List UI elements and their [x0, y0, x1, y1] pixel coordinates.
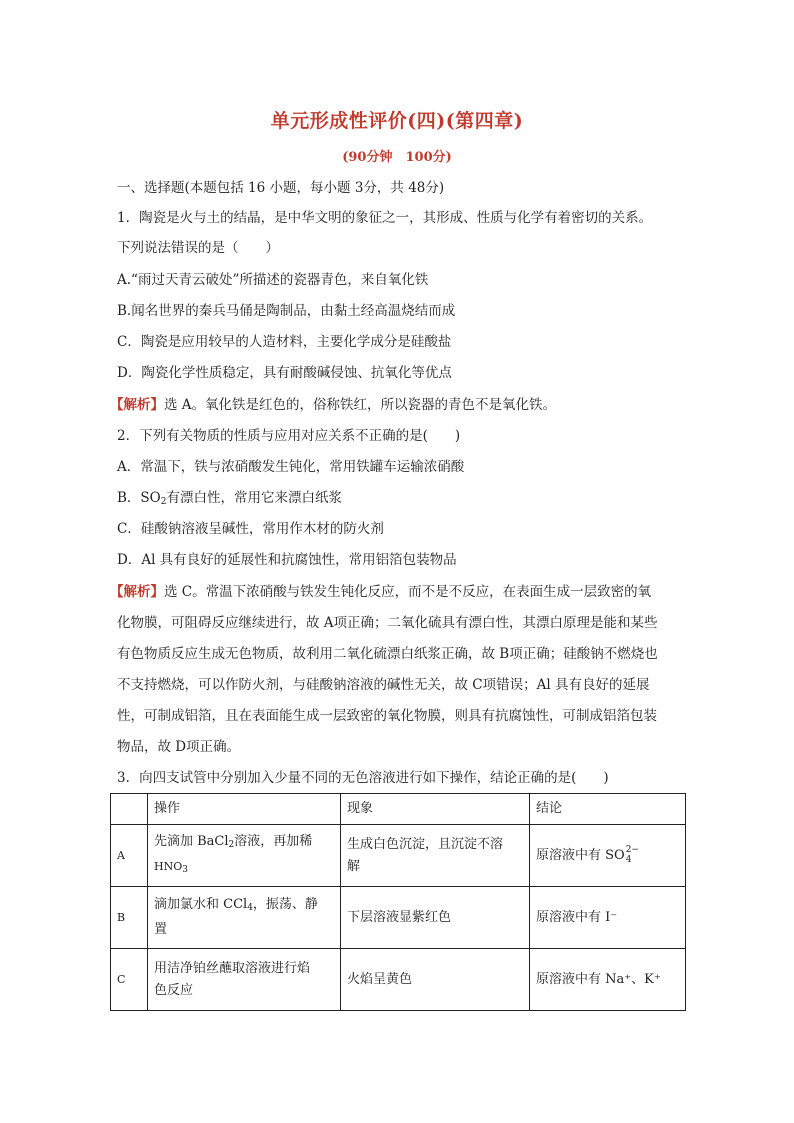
q2-analysis-line: 不支持燃烧，可以作防火剂，与硅酸钠溶液的碱性无关，故 C项错误；Al 具有良好的延展 — [117, 677, 650, 693]
operation-cell: 用洁净铂丝蘸取溶液进行焰 色反应 — [148, 949, 341, 1011]
q1-stem-line1: 1．陶瓷是火与土的结晶，是中华文明的象征之一，其形成、性质与化学有着密切的关系。 — [117, 210, 653, 226]
table-header-cell — [111, 794, 148, 825]
table-header-cell: 结论 — [530, 794, 686, 825]
page-title: 单元形成性评价(四)(第四章) — [270, 110, 524, 132]
table-row — [111, 887, 686, 949]
conclusion-cell: 原溶液中有 I⁻ — [530, 887, 686, 949]
q2-option-c: C．硅酸钠溶液呈碱性，常用作木材的防火剂 — [117, 521, 384, 537]
table-header-cell: 现象 — [341, 794, 530, 825]
section-heading: 一、选择题(本题包括 16 小题，每小题 3分，共 48分) — [117, 180, 445, 196]
table-row — [111, 825, 686, 887]
q1-option-a: A.“雨过天青云破处”所描述的瓷器青色，来自氧化铁 — [117, 272, 429, 288]
analysis-label: 【解析】 — [110, 584, 164, 600]
row-label: A — [111, 825, 148, 887]
operation-cell: 先滴加 BaCl$_2$溶液，再加稀 $HNO_3$ — [148, 825, 341, 887]
phenomenon-cell: 生成白色沉淀，且沉淀不溶 解 — [341, 825, 530, 887]
q2-option-b: B．$SO_2$有漂白性，常用它来漂白纸浆 — [117, 490, 342, 507]
page-subtitle: (90分钟 100分) — [342, 150, 452, 165]
table-header-cell: 操作 — [148, 794, 341, 825]
q2-analysis-line: 选 C。常温下浓硝酸与铁发生钝化反应，而不是不反应，在表面生成一层致密的氧 — [164, 584, 652, 600]
q1-option-c: C．陶瓷是应用较早的人造材料，主要化学成分是硅酸盐 — [117, 334, 452, 350]
q1-option-d: D．陶瓷化学性质稳定，具有耐酸碱侵蚀、抗氧化等优点 — [117, 365, 452, 381]
q3-table — [110, 793, 686, 1011]
table-header-row — [111, 794, 686, 825]
q1-stem-line2: 下列说法错误的是（ ） — [117, 240, 279, 256]
phenomenon-cell: 火焰呈黄色 — [341, 949, 530, 1011]
conclusion-cell: 原溶液中有 SO 2− 4 — [530, 825, 686, 887]
q2-analysis-line: 物品，故 D项正确。 — [117, 739, 241, 755]
phenomenon-cell: 下层溶液显紫红色 — [341, 887, 530, 949]
table-row — [111, 949, 686, 1011]
q1-analysis — [110, 395, 556, 415]
row-label: B — [111, 887, 148, 949]
q2-stem: 2．下列有关物质的性质与应用对应关系不正确的是( ) — [117, 428, 461, 444]
row-label: C — [111, 949, 148, 1011]
q2-analysis-line: 性，可制成铝箔，且在表面能生成一层致密的氧化物膜，则具有抗腐蚀性，可制成铝箔包装 — [117, 708, 657, 724]
q2-option-d: D．Al 具有良好的延展性和抗腐蚀性，常用铝箔包装物品 — [117, 552, 457, 568]
analysis-label: 【解析】 — [110, 397, 164, 413]
q1-option-b: B.闻名世界的秦兵马俑是陶制品，由黏土经高温烧结而成 — [117, 303, 456, 319]
q2-option-a: A．常温下，铁与浓硝酸发生钝化，常用铁罐车运输浓硝酸 — [117, 459, 465, 475]
q3-stem: 3．向四支试管中分别加入少量不同的无色溶液进行如下操作，结论正确的是( ) — [117, 770, 609, 786]
q1-analysis-text: 选 A。氧化铁是红色的，俗称铁红，所以瓷器的青色不是氧化铁。 — [164, 397, 557, 413]
q2-analysis-line: 有色物质反应生成无色物质，故利用二氧化硫漂白纸浆正确，故 B项正确；硅酸钠不燃烧也 — [117, 646, 658, 662]
operation-cell: 滴加氯水和 CCl$_4$，振荡、静 置 — [148, 887, 341, 949]
q2-analysis — [110, 582, 651, 602]
q2-analysis-line: 化物膜，可阻碍反应继续进行，故 A项正确；二氧化硫具有漂白性，其漂白原理是能和某些 — [117, 615, 658, 631]
conclusion-cell: 原溶液中有 Na⁺、K⁺ — [530, 949, 686, 1011]
